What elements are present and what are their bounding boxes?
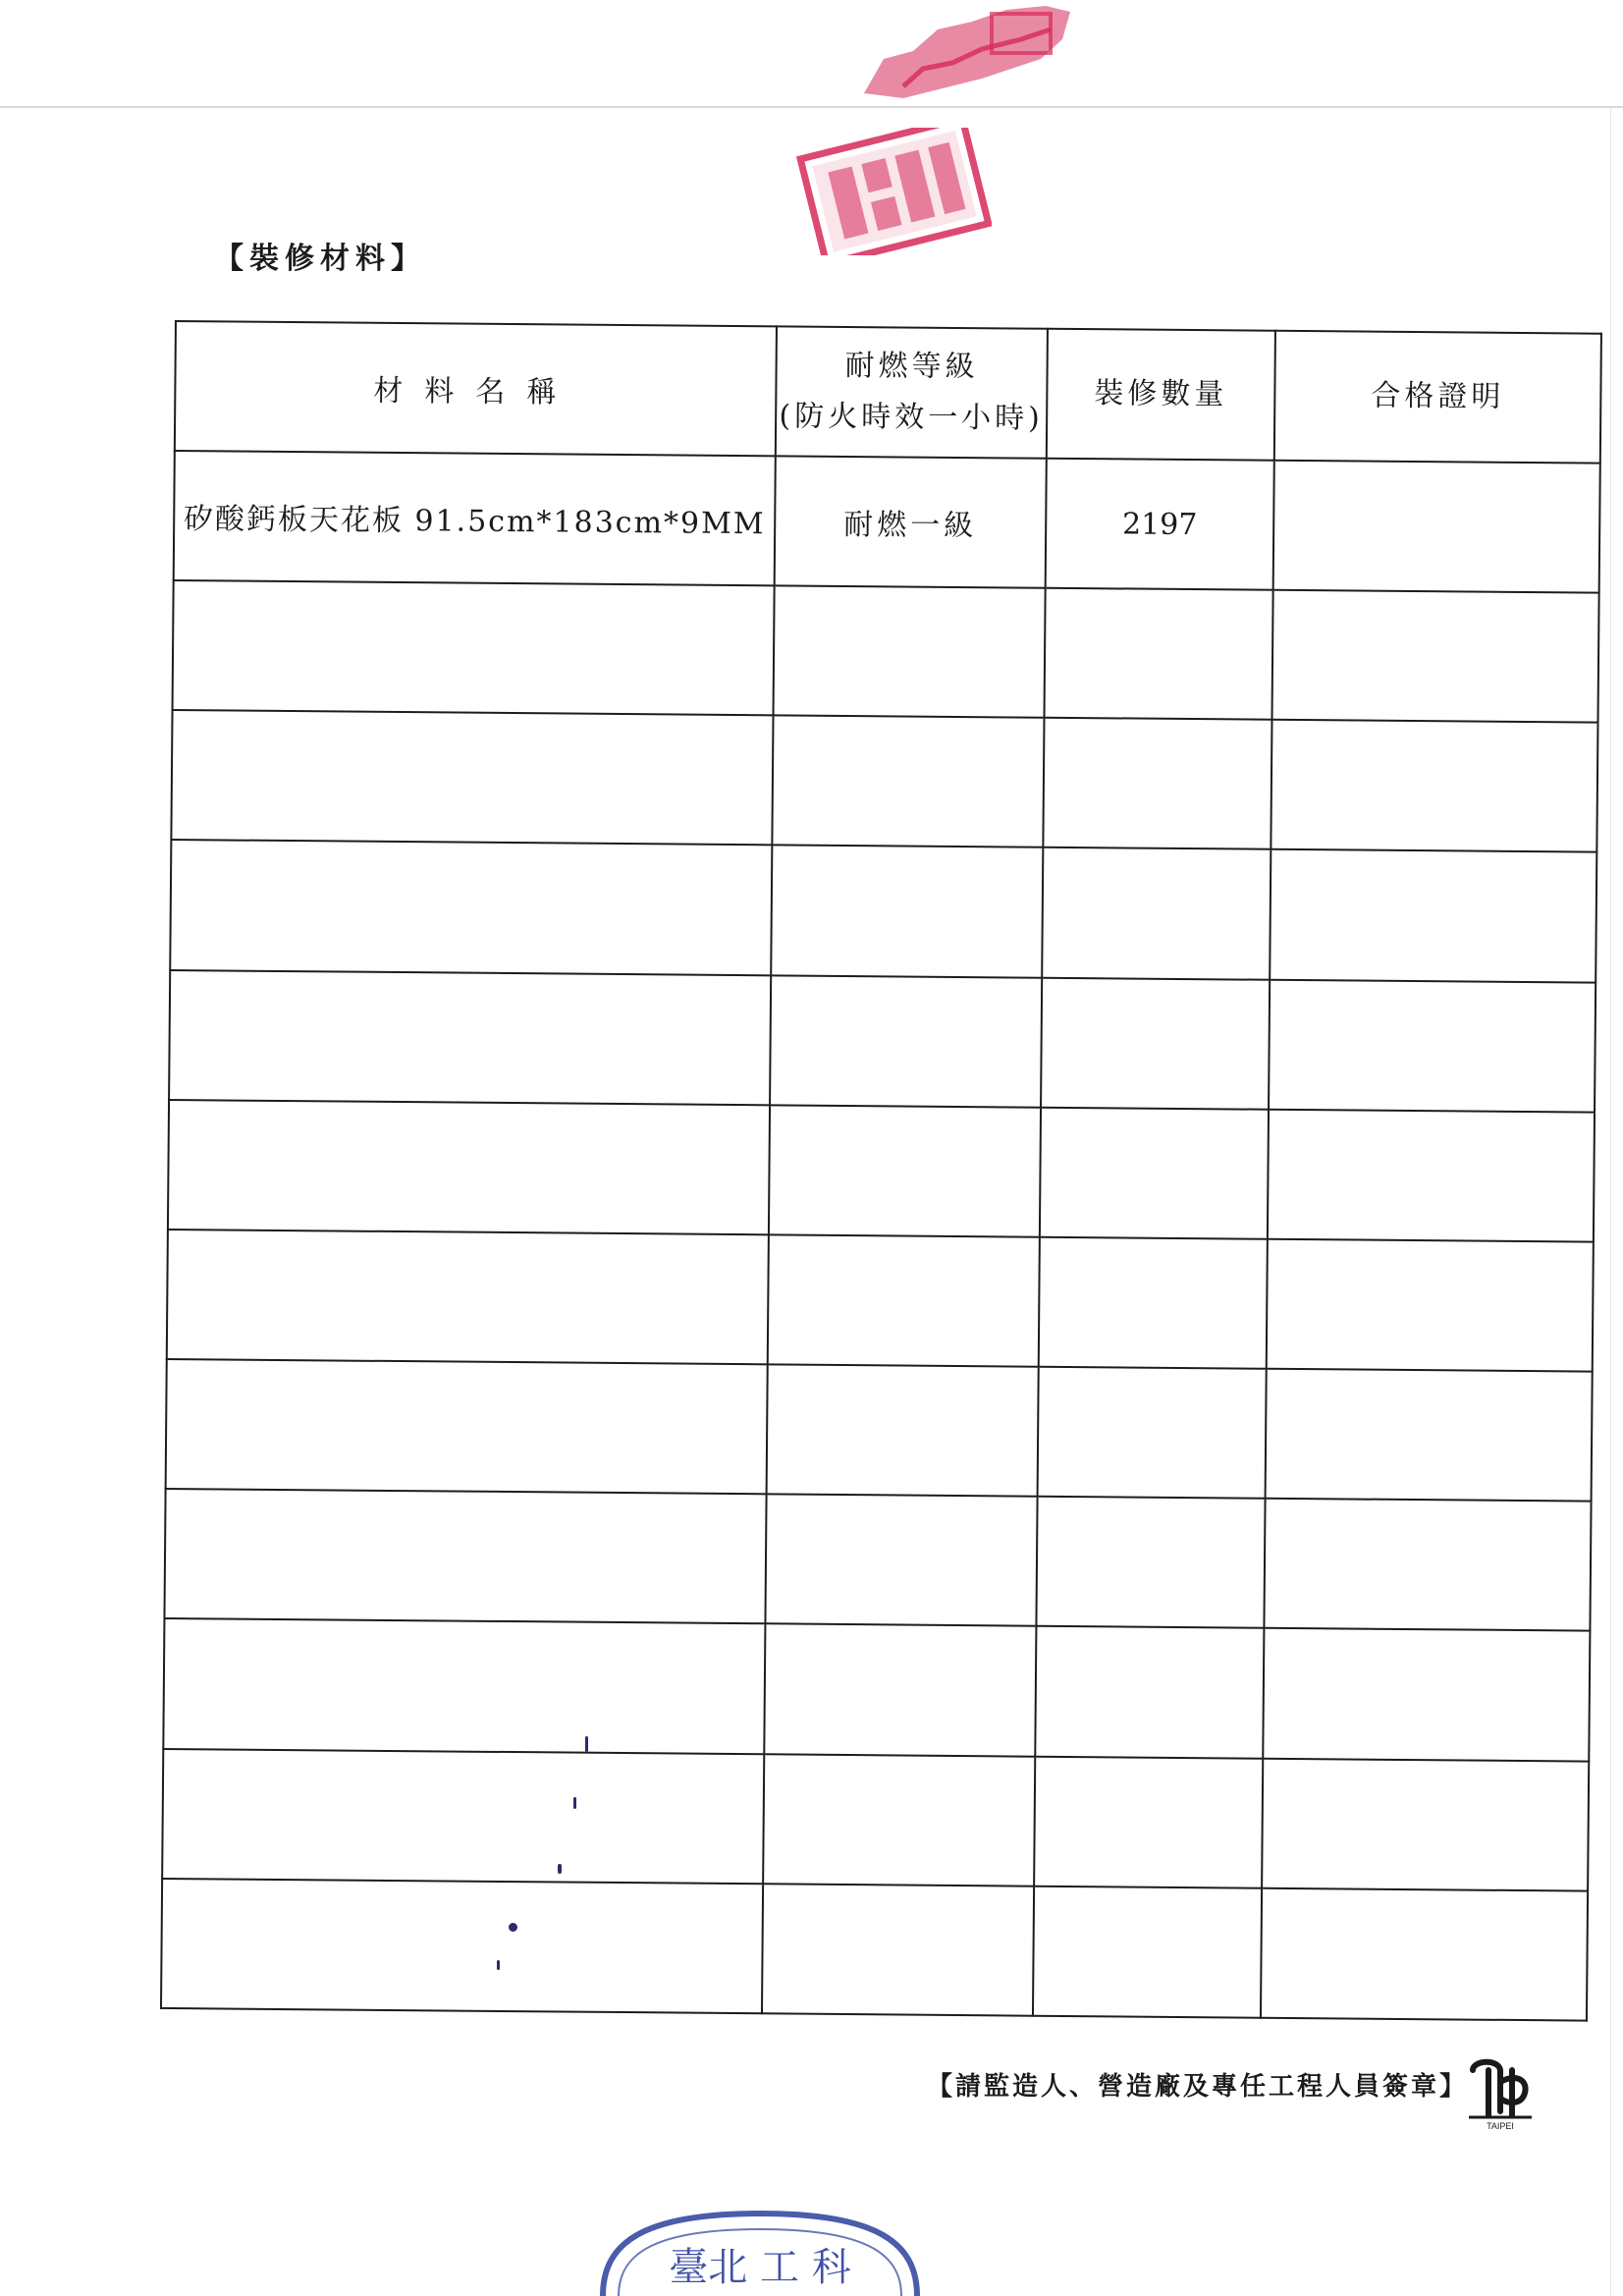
page-right-edge — [1610, 108, 1611, 2296]
table-row — [169, 970, 1596, 1113]
ink-speck — [573, 1797, 576, 1809]
table-row — [171, 710, 1597, 852]
cell-fire-grade — [762, 1884, 1034, 2016]
ink-speck — [585, 1736, 588, 1752]
cell-certificate — [1262, 1758, 1589, 1890]
header-fire-grade-line2: (防火時效一小時) — [779, 399, 1045, 436]
ink-speck — [497, 1960, 500, 1970]
cell-material-name — [164, 1489, 766, 1623]
header-certificate-label: 合格證明 — [1371, 378, 1505, 414]
cell-quantity — [1036, 1497, 1265, 1628]
table-row — [174, 451, 1600, 593]
cell-quantity — [1044, 588, 1272, 720]
cell-material-name — [162, 1749, 764, 1884]
ink-speck — [509, 1923, 517, 1932]
cell-quantity — [1040, 1108, 1269, 1239]
table-row — [173, 580, 1599, 723]
header-quantity-label: 裝修數量 — [1094, 376, 1228, 412]
cell-certificate — [1266, 1369, 1593, 1502]
header-fire-grade-line1: 耐燃等級 — [844, 348, 979, 385]
page-top-edge — [0, 106, 1623, 108]
cell-fire-grade — [772, 716, 1044, 848]
cell-material-name — [161, 1879, 763, 2014]
cell-certificate — [1267, 1239, 1594, 1372]
blue-stamp-text: 臺北 工 科 — [669, 2245, 851, 2290]
cell-material-name — [173, 580, 775, 715]
cell-quantity — [1034, 1756, 1263, 1887]
materials-table-wrap — [160, 320, 1600, 2022]
cell-fire-grade — [763, 1754, 1035, 1886]
table-row — [167, 1230, 1594, 1372]
cell-quantity — [1041, 977, 1270, 1109]
table-row — [163, 1618, 1590, 1761]
logo-text: TAIPEI — [1487, 2121, 1514, 2131]
red-seal-stamp — [795, 128, 992, 255]
cell-fire-grade — [767, 1364, 1039, 1497]
cell-fire-grade — [769, 1105, 1041, 1237]
blue-stamp — [583, 2204, 937, 2296]
cell-quantity — [1039, 1237, 1268, 1369]
table-row — [168, 1100, 1595, 1242]
header-certificate — [1274, 331, 1601, 464]
cell-fire-grade — [774, 585, 1046, 718]
cell-quantity — [1035, 1626, 1264, 1758]
red-stamp-top — [844, 0, 1080, 108]
cell-quantity — [1033, 1886, 1262, 2017]
header-material-name — [175, 321, 777, 456]
cell-quantity — [1042, 847, 1271, 979]
cell-material-name: 矽酸鈣板天花板 91.5cm*183cm*9MM — [174, 451, 776, 585]
cell-fire-grade — [768, 1234, 1040, 1367]
header-material-name-label: 材料名稱 — [373, 373, 578, 410]
cell-quantity — [1038, 1367, 1267, 1499]
cell-material-name — [167, 1230, 769, 1364]
header-quantity — [1047, 329, 1275, 461]
cell-material-name — [166, 1359, 768, 1494]
table-row — [170, 840, 1596, 982]
signature-note: 【請監造人、營造廠及專任工程人員簽章】 — [927, 2072, 1469, 2102]
cell-material-name — [171, 710, 773, 845]
cell-quantity: 2197 — [1046, 459, 1274, 590]
table-row — [162, 1749, 1589, 1891]
cell-fire-grade: 耐燃一級 — [775, 456, 1047, 588]
cell-fire-grade — [765, 1495, 1037, 1627]
cell-certificate — [1271, 590, 1598, 723]
cell-material-name — [169, 970, 771, 1105]
cell-certificate — [1273, 461, 1600, 593]
cell-certificate — [1261, 1887, 1588, 2020]
materials-table — [160, 320, 1602, 2022]
cell-fire-grade — [770, 975, 1042, 1108]
table-header-row — [175, 321, 1601, 464]
table-row — [161, 1879, 1588, 2021]
table-row — [166, 1359, 1593, 1502]
cell-certificate — [1263, 1628, 1590, 1761]
ink-speck — [558, 1864, 562, 1874]
cell-certificate — [1264, 1499, 1591, 1631]
cell-material-name — [170, 840, 772, 974]
section-title: 【裝修材料】 — [214, 242, 426, 276]
cell-material-name — [163, 1618, 765, 1753]
cell-certificate — [1269, 979, 1596, 1112]
cell-certificate — [1270, 849, 1596, 982]
cell-certificate — [1271, 720, 1597, 852]
cell-certificate — [1268, 1110, 1595, 1242]
table-row — [164, 1489, 1591, 1631]
cell-material-name — [168, 1100, 770, 1234]
header-fire-grade — [776, 326, 1048, 458]
cell-quantity — [1043, 718, 1271, 849]
taipei-logo-icon — [1459, 2052, 1542, 2135]
cell-fire-grade — [764, 1624, 1036, 1757]
cell-fire-grade — [771, 846, 1043, 978]
